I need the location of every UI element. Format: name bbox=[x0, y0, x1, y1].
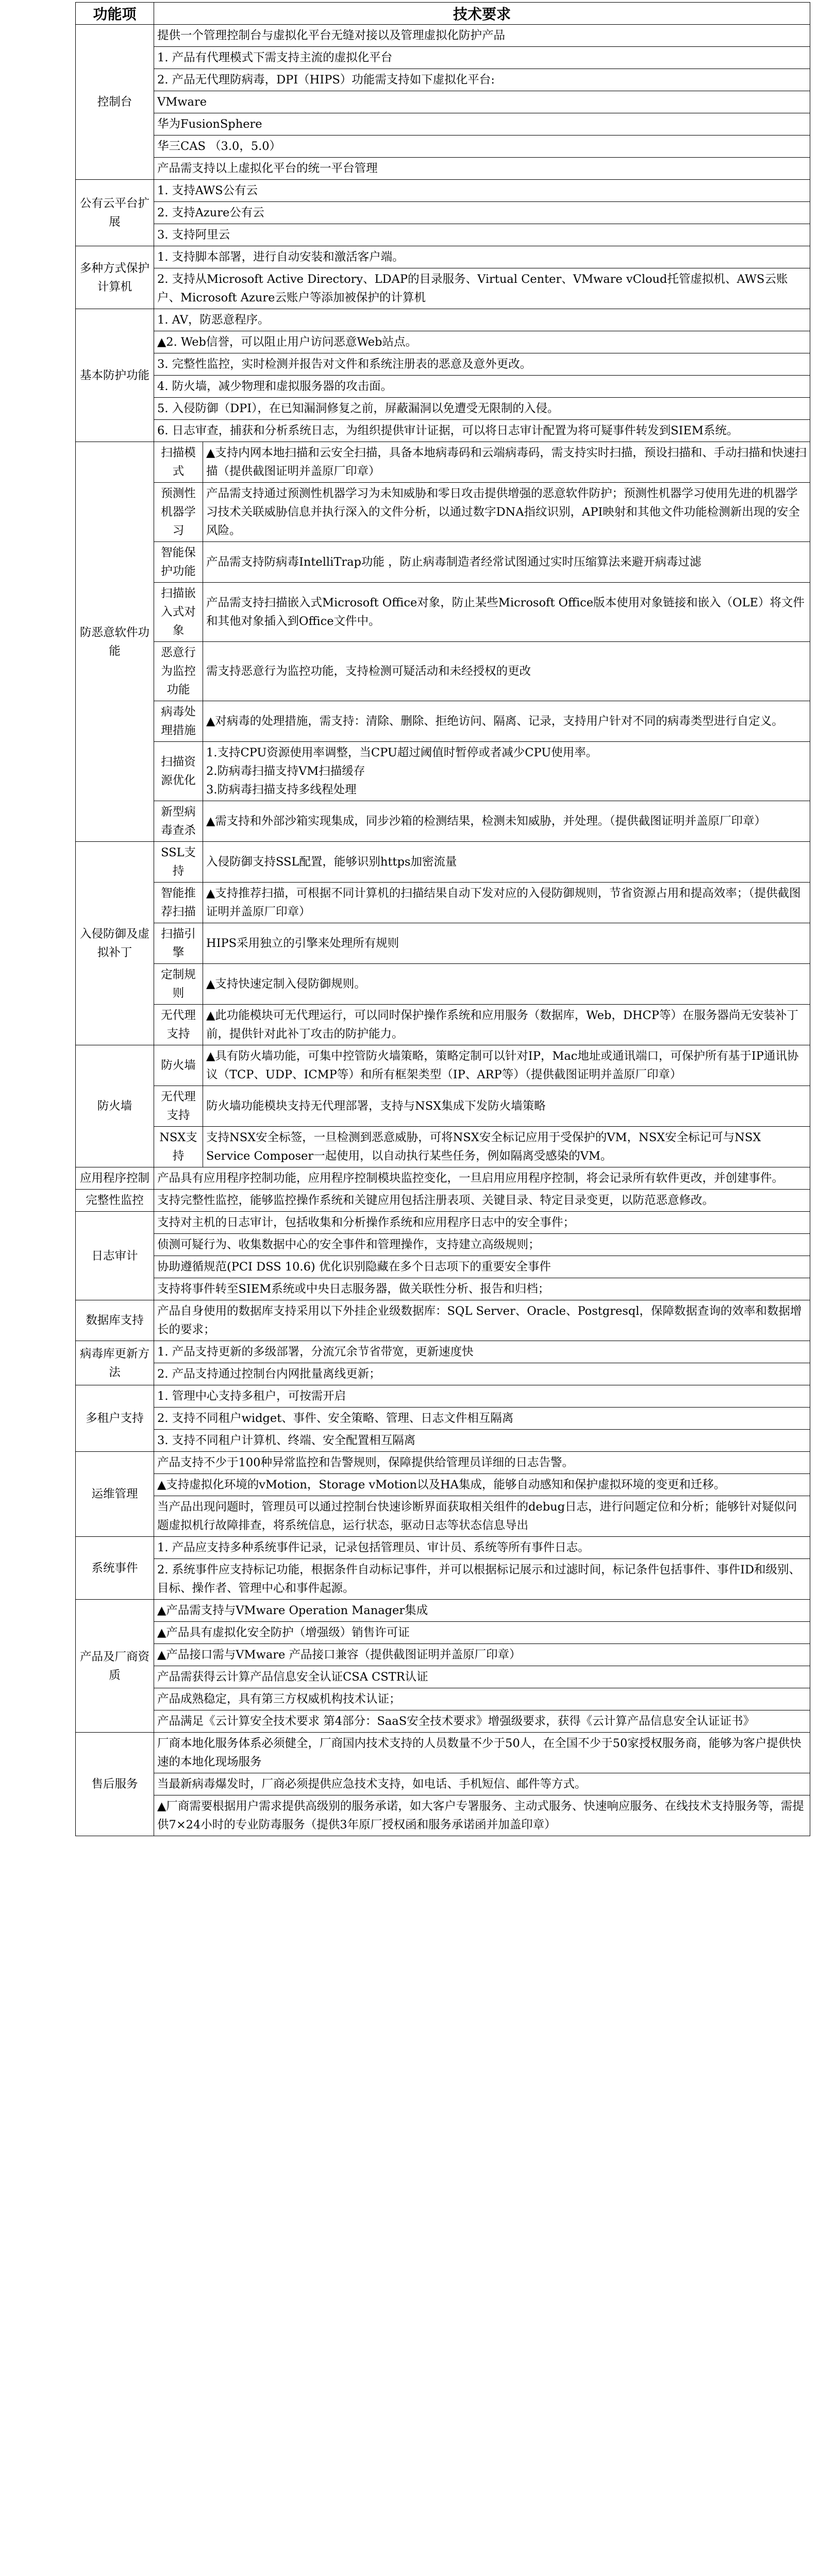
table-row bbox=[76, 1045, 810, 1086]
requirement-cell: 防火墙功能模块支持无代理部署，支持与NSX集成下发防火墙策略 bbox=[203, 1086, 810, 1127]
table-row bbox=[76, 1795, 810, 1836]
header-row bbox=[76, 3, 810, 25]
requirement-cell: 产品具有应用程序控制功能，应用程序控制模块监控变化，一旦启用应用程序控制，将会记录所有软件更改，并创建事件。 bbox=[154, 1167, 810, 1190]
table-row bbox=[76, 1385, 810, 1408]
table-row bbox=[76, 964, 810, 1005]
table-row bbox=[76, 353, 810, 376]
sub-item-cell: 无代理支持 bbox=[154, 1005, 203, 1045]
table-row bbox=[76, 1666, 810, 1688]
requirement-cell: ▲2. Web信誉，可以阻止用户访问恶意Web站点。 bbox=[154, 331, 810, 353]
requirement-cell: VMware bbox=[154, 91, 810, 113]
function-item-cell: 完整性监控 bbox=[76, 1190, 154, 1212]
table-row bbox=[76, 25, 810, 47]
sub-item-cell: 无代理支持 bbox=[154, 1086, 203, 1127]
sub-item-cell: 防火墙 bbox=[154, 1045, 203, 1086]
sub-item-cell: 扫描模式 bbox=[154, 442, 203, 483]
table-row bbox=[76, 1005, 810, 1045]
requirement-cell: ▲需支持和外部沙箱实现集成，同步沙箱的检测结果，检测未知威胁，并处理。（提供截图证明并盖原厂印章） bbox=[203, 801, 810, 842]
requirement-cell: ▲支持虚拟化环境的vMotion，Storage vMotion以及HA集成，能够自动感知和保护虚拟环境的变更和迁移。 bbox=[154, 1474, 810, 1496]
requirement-cell: 产品支持不少于100种异常监控和告警规则，保障提供给管理员详细的日志告警。 bbox=[154, 1452, 810, 1474]
requirement-cell: 当最新病毒爆发时，厂商必须提供应急技术支持，如电话、手机短信、邮件等方式。 bbox=[154, 1773, 810, 1795]
requirement-cell: ▲产品接口需与VMware 产品接口兼容（提供截图证明并盖原厂印章） bbox=[154, 1644, 810, 1666]
table-row bbox=[76, 202, 810, 224]
requirement-cell: 3. 支持不同租户计算机、终端、安全配置相互隔离 bbox=[154, 1430, 810, 1452]
sub-item-cell: 扫描嵌入式对象 bbox=[154, 583, 203, 642]
function-item-cell: 防恶意软件功能 bbox=[76, 442, 154, 842]
sub-item-cell: NSX支持 bbox=[154, 1127, 203, 1167]
table-row bbox=[76, 1773, 810, 1795]
requirement-cell: 产品需支持扫描嵌入式Microsoft Office对象，防止某些Microsoft Office版本使用对象链接和嵌入（OLE）将文件和其他对象插入到Office文件中。 bbox=[203, 583, 810, 642]
requirement-cell: 1. 支持脚本部署，进行自动安装和激活客户端。 bbox=[154, 246, 810, 268]
table-row bbox=[76, 376, 810, 398]
table-row bbox=[76, 1256, 810, 1278]
sub-item-cell: 扫描资源优化 bbox=[154, 742, 203, 801]
table-row bbox=[76, 47, 810, 69]
requirement-cell: 3. 完整性监控，实时检测并报告对文件和系统注册表的恶意及意外更改。 bbox=[154, 353, 810, 376]
function-item-cell: 售后服务 bbox=[76, 1733, 154, 1836]
table-row bbox=[76, 1559, 810, 1600]
requirement-cell: 支持对主机的日志审计，包括收集和分析操作系统和应用程序日志中的安全事件； bbox=[154, 1212, 810, 1234]
requirement-cell: 华三CAS （3.0，5.0） bbox=[154, 135, 810, 158]
table-row bbox=[76, 1300, 810, 1341]
sub-item-cell: 新型病毒查杀 bbox=[154, 801, 203, 842]
requirement-cell: ▲支持推荐扫描，可根据不同计算机的扫描结果自动下发对应的入侵防御规则，节省资源占用和提高效率；（提供截图证明并盖原厂印章） bbox=[203, 883, 810, 923]
table-row bbox=[76, 420, 810, 442]
table-row bbox=[76, 91, 810, 113]
table-row bbox=[76, 1363, 810, 1385]
header-req: 技术要求 bbox=[154, 3, 810, 25]
requirement-cell: 4. 防火墙，减少物理和虚拟服务器的攻击面。 bbox=[154, 376, 810, 398]
table-row bbox=[76, 442, 810, 483]
function-item-cell: 多种方式保护计算机 bbox=[76, 246, 154, 309]
requirement-cell: 1. 支持AWS公有云 bbox=[154, 180, 810, 202]
requirement-cell: 华为FusionSphere bbox=[154, 113, 810, 135]
requirement-cell: 产品需支持防病毒IntelliTrap功能 ，防止病毒制造者经常试图通过实时压缩算法来避开病毒过滤 bbox=[203, 542, 810, 583]
table-row bbox=[76, 883, 810, 923]
requirement-cell: 1.支持CPU资源使用率调整，当CPU超过阈值时暂停或者减少CPU使用率。 2.防病毒扫描支持VM扫描缓存 3.防病毒扫描支持多线程处理 bbox=[203, 742, 810, 801]
requirement-cell: 1. 产品应支持多种系统事件记录，记录包括管理员、审计员、系统等所有事件日志。 bbox=[154, 1537, 810, 1559]
sub-item-cell: SSL支持 bbox=[154, 842, 203, 883]
table-row bbox=[76, 1644, 810, 1666]
sub-item-cell: 恶意行为监控功能 bbox=[154, 642, 203, 701]
sub-item-cell: 扫描引擎 bbox=[154, 923, 203, 964]
table-row bbox=[76, 331, 810, 353]
table-row bbox=[76, 701, 810, 742]
requirement-cell: 产品成熟稳定，具有第三方权威机构技术认证； bbox=[154, 1688, 810, 1710]
table-row bbox=[76, 1430, 810, 1452]
table-row bbox=[76, 542, 810, 583]
requirement-cell: 提供一个管理控制台与虚拟化平台无缝对接以及管理虚拟化防护产品 bbox=[154, 25, 810, 47]
function-item-cell: 防火墙 bbox=[76, 1045, 154, 1167]
table-row bbox=[76, 69, 810, 91]
requirement-cell: 产品需支持通过预测性机器学习为未知威胁和零日攻击提供增强的恶意软件防护；预测性机器学习使用先进的机器学习技术关联威胁信息并执行深入的文件分析，以通过数字DNA指纹识别，API映射和其他文件功能检测新出现的安全风险。 bbox=[203, 483, 810, 542]
requirement-cell: 产品自身使用的数据库支持采用以下外挂企业级数据库：SQL Server、Oracle、Postgresql，保障数据查询的效率和数据增长的要求； bbox=[154, 1300, 810, 1341]
table-row bbox=[76, 135, 810, 158]
function-item-cell: 日志审计 bbox=[76, 1212, 154, 1300]
table-row bbox=[76, 309, 810, 331]
function-item-cell: 控制台 bbox=[76, 25, 154, 180]
function-item-cell: 数据库支持 bbox=[76, 1300, 154, 1341]
table-row bbox=[76, 1474, 810, 1496]
requirement-cell: 2. 产品无代理防病毒，DPI（HIPS）功能需支持如下虚拟化平台: bbox=[154, 69, 810, 91]
requirement-cell: 支持将事件转至SIEM系统或中央日志服务器，做关联性分析、报告和归档； bbox=[154, 1278, 810, 1300]
table-row bbox=[76, 1600, 810, 1622]
table-row bbox=[76, 1622, 810, 1644]
function-item-cell: 入侵防御及虚拟补丁 bbox=[76, 842, 154, 1045]
table-row bbox=[76, 742, 810, 801]
table-row bbox=[76, 268, 810, 309]
sub-item-cell: 智能推荐扫描 bbox=[154, 883, 203, 923]
requirement-cell: 产品需支持以上虚拟化平台的统一平台管理 bbox=[154, 158, 810, 180]
table-row bbox=[76, 1408, 810, 1430]
requirement-cell: 1. 产品有代理模式下需支持主流的虚拟化平台 bbox=[154, 47, 810, 69]
function-item-cell: 产品及厂商资质 bbox=[76, 1600, 154, 1733]
table-body bbox=[76, 25, 810, 1836]
requirement-cell: ▲产品具有虚拟化安全防护（增强级）销售许可证 bbox=[154, 1622, 810, 1644]
requirement-cell: ▲此功能模块可无代理运行，可以同时保护操作系统和应用服务（数据库，Web，DHCP等）在服务器尚无安装补丁前，提供针对此补丁攻击的防护能力。 bbox=[203, 1005, 810, 1045]
table-row bbox=[76, 1452, 810, 1474]
table-row bbox=[76, 842, 810, 883]
table-row bbox=[76, 158, 810, 180]
table-row bbox=[76, 246, 810, 268]
requirement-cell: 2. 产品支持通过控制台内网批量离线更新； bbox=[154, 1363, 810, 1385]
header-func: 功能项 bbox=[76, 3, 154, 25]
function-item-cell: 系统事件 bbox=[76, 1537, 154, 1600]
requirement-cell: 厂商本地化服务体系必须健全，厂商国内技术支持的人员数量不少于50人，在全国不少于50家授权服务商，能够为客户提供快速的本地化现场服务 bbox=[154, 1733, 810, 1773]
requirement-cell: 5. 入侵防御（DPI），在已知漏洞修复之前，屏蔽漏洞以免遭受无限制的入侵。 bbox=[154, 398, 810, 420]
table-row bbox=[76, 1167, 810, 1190]
sub-item-cell: 智能保护功能 bbox=[154, 542, 203, 583]
table-row bbox=[76, 1278, 810, 1300]
table-row bbox=[76, 1710, 810, 1733]
requirement-cell: 3. 支持阿里云 bbox=[154, 224, 810, 246]
table-row bbox=[76, 483, 810, 542]
requirement-cell: 侦测可疑行为、收集数据中心的安全事件和管理操作，支持建立高级规则； bbox=[154, 1234, 810, 1256]
requirement-cell: 当产品出现问题时，管理员可以通过控制台快速诊断界面获取相关组件的debug日志，进行问题定位和分析；能够针对疑似问题虚拟机行故障排查，将系统信息，运行状态，驱动日志等状态信息导出 bbox=[154, 1496, 810, 1537]
requirement-cell: ▲支持快速定制入侵防御规则。 bbox=[203, 964, 810, 1005]
requirement-cell: ▲具有防火墙功能，可集中控管防火墙策略，策略定制可以针对IP，Mac地址或通讯端口，可保护所有基于IP通讯协议（TCP、UDP、ICMP等）和所有框架类型（IP、ARP等）（提供截图证明并盖原厂印章） bbox=[203, 1045, 810, 1086]
table-row bbox=[76, 1190, 810, 1212]
spec-table bbox=[75, 2, 810, 1836]
table-row bbox=[76, 801, 810, 842]
requirement-cell: 需支持恶意行为监控功能，支持检测可疑活动和未经授权的更改 bbox=[203, 642, 810, 701]
requirement-cell: 2. 支持Azure公有云 bbox=[154, 202, 810, 224]
requirement-cell: ▲对病毒的处理措施，需支持：清除、删除、拒绝访问、隔离、记录，支持用户针对不同的病毒类型进行自定义。 bbox=[203, 701, 810, 742]
function-item-cell: 基本防护功能 bbox=[76, 309, 154, 442]
requirement-cell: 2. 支持从Microsoft Active Directory、LDAP的目录服务、Virtual Center、VMware vCloud托管虚拟机、AWS云账户、Microsoft Azure云账户等添加被保护的计算机 bbox=[154, 268, 810, 309]
sub-item-cell: 定制规则 bbox=[154, 964, 203, 1005]
table-row bbox=[76, 1341, 810, 1363]
table-row bbox=[76, 1688, 810, 1710]
requirement-cell: 产品满足《云计算安全技术要求 第4部分：SaaS安全技术要求》增强级要求，获得《云计算产品信息安全认证证书》 bbox=[154, 1710, 810, 1733]
function-item-cell: 多租户支持 bbox=[76, 1385, 154, 1452]
table-row bbox=[76, 642, 810, 701]
requirement-cell: 1. 产品支持更新的多级部署，分流冗余节省带宽，更新速度快 bbox=[154, 1341, 810, 1363]
table-row bbox=[76, 1733, 810, 1773]
requirement-cell: 支持完整性监控，能够监控操作系统和关键应用包括注册表项、关键目录、特定目录变更，以防范恶意修改。 bbox=[154, 1190, 810, 1212]
function-item-cell: 应用程序控制 bbox=[76, 1167, 154, 1190]
requirement-cell: ▲产品需支持与VMware Operation Manager集成 bbox=[154, 1600, 810, 1622]
requirement-cell: HIPS采用独立的引擎来处理所有规则 bbox=[203, 923, 810, 964]
table-row bbox=[76, 583, 810, 642]
sub-item-cell: 预测性机器学习 bbox=[154, 483, 203, 542]
table-row bbox=[76, 1496, 810, 1537]
sub-item-cell: 病毒处理措施 bbox=[154, 701, 203, 742]
requirement-cell: 协助遵循规范(PCI DSS 10.6) 优化识别隐藏在多个日志项下的重要安全事件 bbox=[154, 1256, 810, 1278]
requirement-cell: 2. 系统事件应支持标记功能，根据条件自动标记事件，并可以根据标记展示和过滤时间，标记条件包括事件、事件ID和级别、目标、操作者、管理中心和事件起源。 bbox=[154, 1559, 810, 1600]
table-row bbox=[76, 113, 810, 135]
requirement-cell: ▲支持内网本地扫描和云安全扫描，具备本地病毒码和云端病毒码，需支持实时扫描，预设扫描和、手动扫描和快速扫描（提供截图证明并盖原厂印章） bbox=[203, 442, 810, 483]
table-row bbox=[76, 1234, 810, 1256]
requirement-cell: 1. 管理中心支持多租户，可按需开启 bbox=[154, 1385, 810, 1408]
requirement-cell: ▲厂商需要根据用户需求提供高级别的服务承诺，如大客户专署服务、主动式服务、快速响应服务、在线技术支持服务等，需提供7×24小时的专业防毒服务（提供3年原厂授权函和服务承诺函并加盖印章） bbox=[154, 1795, 810, 1836]
function-item-cell: 病毒库更新方法 bbox=[76, 1341, 154, 1385]
table-row bbox=[76, 1127, 810, 1167]
requirement-cell: 2. 支持不同租户widget、事件、安全策略、管理、日志文件相互隔离 bbox=[154, 1408, 810, 1430]
requirement-cell: 1. AV，防恶意程序。 bbox=[154, 309, 810, 331]
table-row bbox=[76, 224, 810, 246]
table-row bbox=[76, 1212, 810, 1234]
function-item-cell: 运维管理 bbox=[76, 1452, 154, 1537]
table-row bbox=[76, 1537, 810, 1559]
requirement-cell: 6. 日志审查，捕获和分析系统日志，为组织提供审计证据，可以将日志审计配置为将可疑事件转发到SIEM系统。 bbox=[154, 420, 810, 442]
table-row bbox=[76, 1086, 810, 1127]
requirement-cell: 产品需获得云计算产品信息安全认证CSA CSTR认证 bbox=[154, 1666, 810, 1688]
table-row bbox=[76, 923, 810, 964]
function-item-cell: 公有云平台扩展 bbox=[76, 180, 154, 246]
requirement-cell: 支持NSX安全标签，一旦检测到恶意威胁，可将NSX安全标记应用于受保护的VM，NSX安全标记可与NSX Service Composer一起使用，以自动执行某些任务，例如隔离受感染的VM。 bbox=[203, 1127, 810, 1167]
requirement-cell: 入侵防御支持SSL配置，能够识别https加密流量 bbox=[203, 842, 810, 883]
table-row bbox=[76, 180, 810, 202]
table-row bbox=[76, 398, 810, 420]
